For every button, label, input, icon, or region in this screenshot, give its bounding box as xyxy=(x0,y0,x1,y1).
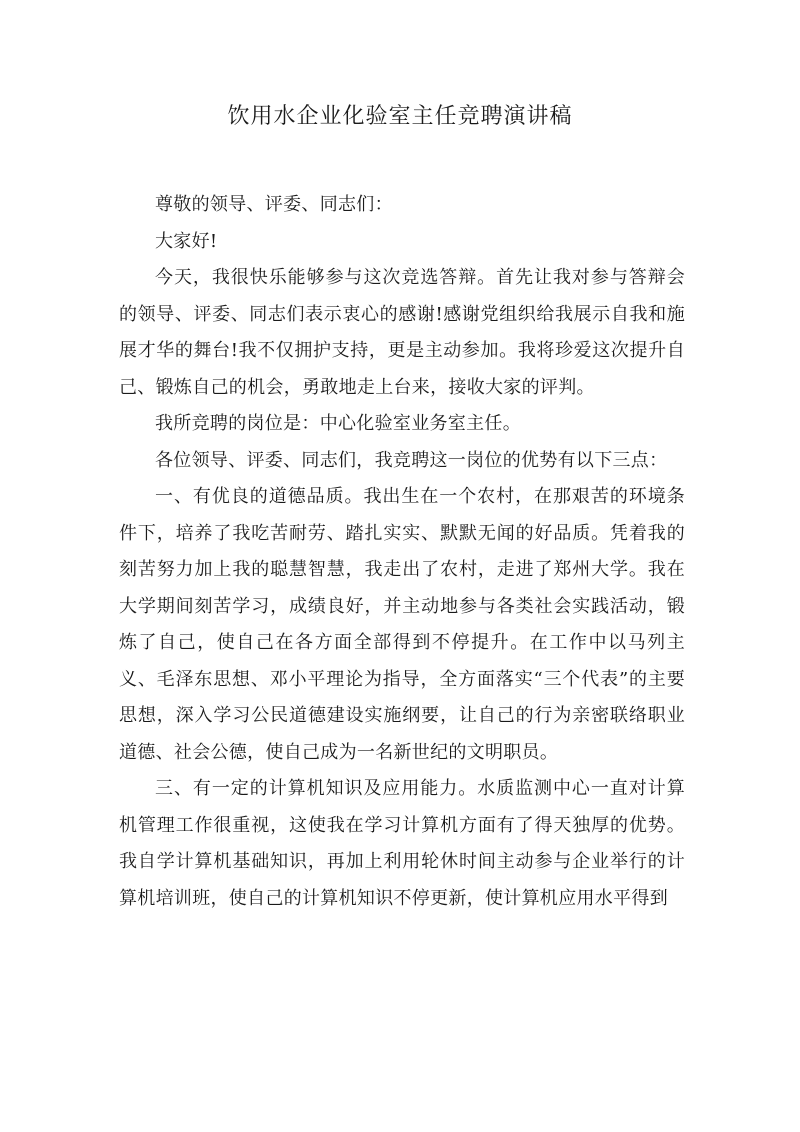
paragraph-opening: 今天，我很快乐能够参与这次竞选答辩。首先让我对参与答辩会的领导、评委、同志们表示衷心的感谢!感谢党组织给我展示自我和施展才华的舞台!我不仅拥护支持，更是主动参加。我将珍爱这次提升自己、锻炼自己的机会，勇敢地走上台来，接收大家的评判。 xyxy=(119,267,685,398)
paragraph-greeting: 大家好! xyxy=(155,230,218,252)
paragraph-advantage-three: 三、有一定的计算机知识及应用能力。水质监测中心一直对计算机管理工作很重视，这使我在学习计算机方面有了得天独厚的优势。我自学计算机基础知识，再加上利用轮休时间主动参与企业举行的计算机培训班，使自己的计算机知识不停更新，使计算机应用水平得到 xyxy=(119,778,685,909)
document-body xyxy=(119,187,685,917)
paragraph-advantage-one: 一、有优良的道德品质。我出生在一个农村，在那艰苦的环境条件下，培养了我吃苦耐劳、踏扎实实、默默无闻的好品质。凭着我的刻苦努力加上我的聪慧智慧，我走出了农村，走进了郑州大学。我在大学期间刻苦学习，成绩良好，并主动地参与各类社会实践活动，锻炼了自己，使自己在各方面全部得到不停提升。在工作中以马列主义、毛泽东思想、邓小平理论为指导，全方面落实“三个代表”的主要思想，深入学习公民道德建设实施纲要，让自己的行为亲密联络职业道德、社会公德，使自己成为一名新世纪的文明职员。 xyxy=(119,486,685,763)
paragraph-salutation: 尊敬的领导、评委、同志们： xyxy=(155,194,393,215)
document-title: 饮用水企业化验室主任竞聘演讲稿 xyxy=(227,104,573,129)
paragraph-advantages-intro: 各位领导、评委、同志们，我竞聘这一岗位的优势有以下三点： xyxy=(155,449,668,471)
paragraph-position: 我所竞聘的岗位是：中心化验室业务室主任。 xyxy=(155,413,521,434)
